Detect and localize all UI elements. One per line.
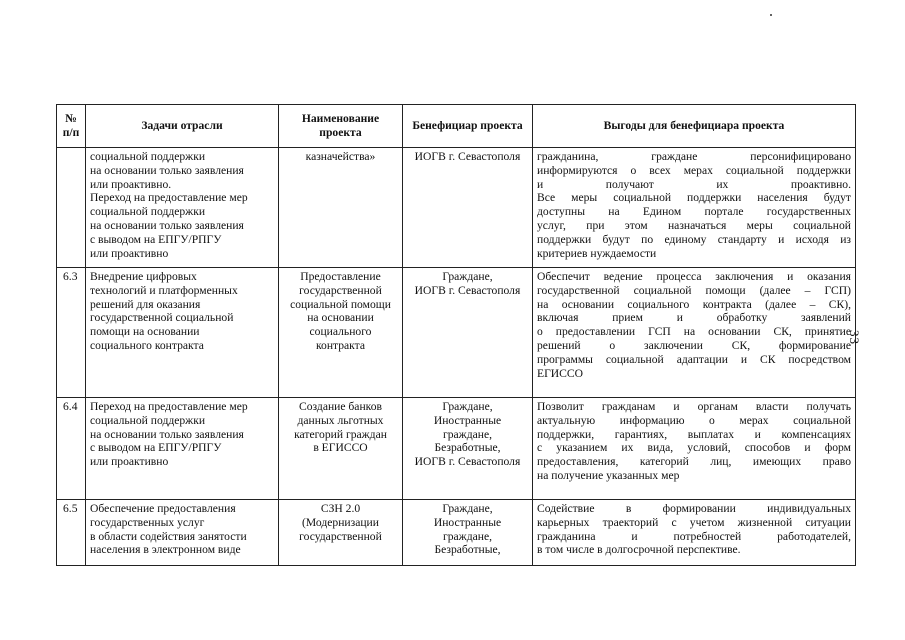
project-name-cell — [279, 268, 403, 398]
text-line: или проактивно — [90, 455, 169, 469]
text-line: Безработные, — [434, 543, 501, 557]
text-line: Все меры социальной поддержки населения будут — [537, 191, 851, 205]
text-line: программы социальной адаптации и СК посредством — [537, 352, 851, 366]
text-line: Содействие в формировании индивидуальных — [537, 502, 851, 515]
text-line: социальной помощи — [290, 297, 391, 311]
text-line: или проактивно. — [90, 177, 172, 191]
text-line: Переход на предоставление мер — [90, 191, 248, 205]
table-header-row — [57, 105, 856, 148]
text-line: на основании — [307, 311, 374, 325]
text-line: государственной — [299, 529, 382, 543]
header-benefits: Выгоды для бенефициара проекта — [533, 105, 856, 148]
scan-speck — [770, 14, 772, 16]
text-line: ИОГВ г. Севастополя — [414, 283, 521, 297]
benefits-cell — [533, 398, 856, 500]
text-line: и получают их проактивно. — [537, 177, 851, 191]
text-line: граждане, — [442, 529, 492, 543]
text-line: актуальную информацию о мерах социальной — [537, 413, 851, 427]
text-line: поддержки будут по единому стандарту и исходя из — [537, 232, 851, 246]
text-line: в области содействия занятости — [90, 529, 247, 543]
text-line: Обеспечение предоставления — [90, 502, 236, 515]
project-name-cell — [279, 148, 403, 268]
text-line: социального контракта — [90, 338, 204, 352]
task-cell — [86, 398, 279, 500]
beneficiary-cell — [403, 268, 533, 398]
project-name-cell — [279, 398, 403, 500]
text-line: Создание банков — [299, 400, 382, 413]
task-cell — [86, 500, 279, 566]
text-line: на основании только заявления — [90, 163, 244, 177]
text-line: государственной — [299, 283, 382, 297]
text-line: поддержки, гарантиях, выплатах и компенсациях — [537, 427, 851, 441]
page-number: 33 — [847, 330, 862, 345]
text-line: категорий граждан — [294, 427, 387, 441]
text-line: Предоставление — [300, 270, 381, 283]
text-line: предоставления, категорий лиц, имеющих право — [537, 455, 851, 469]
beneficiary-cell — [403, 398, 533, 500]
text-line: Обеспечит ведение процесса заключения и оказания — [537, 270, 851, 283]
text-line: граждане, — [442, 427, 492, 441]
text-line: с указанием их вида, условий, способов и форм — [537, 441, 851, 455]
text-line: Граждане, — [442, 400, 493, 413]
text-line: информируются о всех мерах социальной поддержки — [537, 163, 851, 177]
table-row — [57, 148, 856, 268]
task-cell — [86, 148, 279, 268]
row-number: 6.5 — [57, 500, 86, 566]
text-line: казначейства» — [305, 150, 376, 163]
beneficiary-cell — [403, 500, 533, 566]
text-line: Граждане, — [442, 502, 493, 515]
text-line: населения в электронном виде — [90, 543, 241, 557]
text-line: Внедрение цифровых — [90, 270, 197, 283]
text-line: государственных услуг — [90, 515, 205, 529]
text-line: социальной поддержки — [90, 205, 206, 219]
text-line: Иностранные — [433, 413, 502, 427]
text-line: данных льготных — [297, 413, 384, 427]
row-number: 6.3 — [57, 268, 86, 398]
text-line: на получение указанных мер — [537, 468, 680, 482]
text-line: включая прием и обработку заявлений — [537, 311, 851, 325]
text-line: с выводом на ЕПГУ/РПГУ — [90, 441, 222, 455]
text-line: Безработные, — [434, 441, 501, 455]
text-line: решений о заключении СК, формирование — [537, 338, 851, 352]
text-line: ИОГВ г. Севастополя — [414, 455, 521, 469]
beneficiary-cell — [403, 148, 533, 268]
row-number — [57, 148, 86, 268]
text-line: на основании социального контракта (далее – СК), — [537, 297, 851, 311]
text-line: социального — [309, 325, 372, 339]
projects-table — [56, 104, 856, 566]
text-line: государственной социальной — [90, 311, 234, 325]
text-line: Граждане, — [442, 270, 493, 283]
text-line: Иностранные — [433, 515, 502, 529]
benefits-cell — [533, 268, 856, 398]
text-line: Позволит гражданам и органам власти получать — [537, 400, 851, 413]
text-line: государственной социальной помощи (далее – ГСП) — [537, 283, 851, 297]
header-project-name: Наименование проекта — [279, 105, 403, 148]
text-line: карьерных траекторий с учетом жизненной ситуации — [537, 515, 851, 529]
text-line: контракта — [315, 338, 366, 352]
text-line: (Модернизации — [302, 515, 379, 529]
text-line: социальной поддержки — [90, 150, 206, 163]
text-line: или проактивно — [90, 246, 169, 260]
text-line: решений для оказания — [90, 297, 201, 311]
table-row — [57, 268, 856, 398]
text-line: ЕГИССО — [537, 366, 583, 380]
header-beneficiary: Бенефициар проекта — [403, 105, 533, 148]
text-line: Переход на предоставление мер — [90, 400, 248, 413]
text-line: на основании только заявления — [90, 218, 244, 232]
benefits-cell — [533, 500, 856, 566]
header-num: № п/п — [57, 105, 86, 148]
text-line: доступны на Едином портале государственных — [537, 205, 851, 219]
text-line: помощи на основании — [90, 325, 200, 339]
text-line: с выводом на ЕПГУ/РПГУ — [90, 232, 222, 246]
text-line: в ЕГИССО — [313, 441, 368, 455]
table-row — [57, 398, 856, 500]
text-line: СЗН 2.0 — [320, 502, 361, 515]
text-line: о предоставлении ГСП на основании СК, принятие — [537, 325, 851, 339]
text-line: ИОГВ г. Севастополя — [414, 150, 521, 163]
text-line: технологий и платформенных — [90, 283, 238, 297]
benefits-cell — [533, 148, 856, 268]
text-line: на основании только заявления — [90, 427, 244, 441]
text-line: гражданина, граждане персонифицировано — [537, 150, 851, 163]
text-line: социальной поддержки — [90, 413, 206, 427]
project-name-cell — [279, 500, 403, 566]
header-tasks: Задачи отрасли — [86, 105, 279, 148]
text-line: гражданина и потребностей работодателей, — [537, 529, 851, 543]
text-line: критериев нуждаемости — [537, 246, 657, 260]
task-cell — [86, 268, 279, 398]
text-line: в том числе в долгосрочной перспективе. — [537, 543, 741, 557]
row-number: 6.4 — [57, 398, 86, 500]
table-row — [57, 500, 856, 566]
text-line: услуг, при этом назначаться меры социальной — [537, 218, 851, 232]
